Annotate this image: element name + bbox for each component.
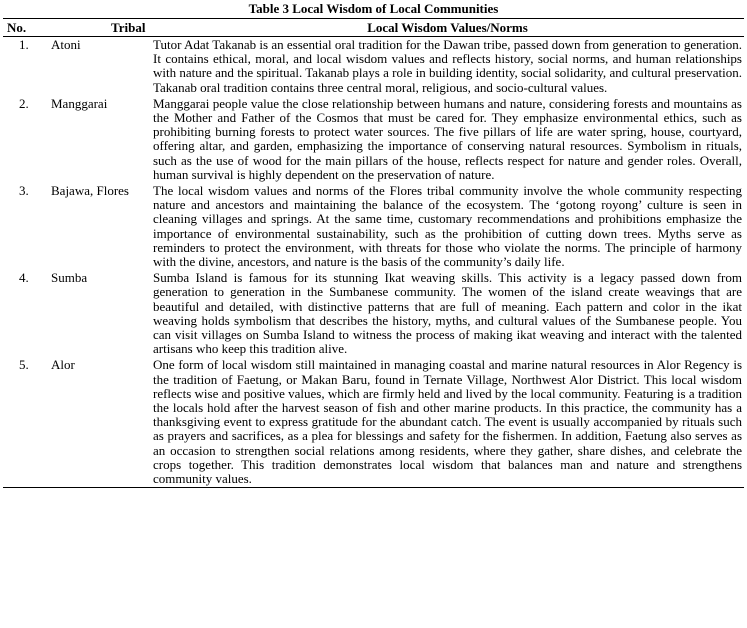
row-values: Manggarai people value the close relationship between humans and nature, considering forests and mountains as the Mother and Father of the Cosmos that must be cared for. They emphasize environmental ethics, such as prohibiting burning forests to protect water sources. The five pillars of life are water spring, house, courtyard, offering altar, and garden, emphasizing the importance of conserving natural resources. Symbolism in rituals, such as the use of wood for the main pillars of the house, reflects respect for nature and gender roles. Overall, human survival is highly dependent on the preservation of nature. [153,95,742,182]
row-number: 4. [19,270,29,286]
row-values: One form of local wisdom still maintained in managing coastal and marine natural resources in Alor Regency is the tradition of Faetung, or Makan Baru, found in Ternate Village, Northwest Alor District. This local wisdom reflects wise and positive values, which are firmly held and lived by the local community. Featuring is a tradition the locals hold after the harvest season of fish and other marine products. In this practice, the community has a thanksgiving event to express gratitude for the abundant catch. The event is usually accompanied by rituals such as prayers and sacrifices, as a plea for blessings and safety for the fishermen. In addition, Faetung also serves as an occasion to strengthen social relations among residents, where they gather, share dishes, and celebrate the crops together. This tradition demonstrates local wisdom that balances man and nature and strengthens community values. [153,357,742,487]
table-row [3,96,744,183]
row-tribal: Bajawa, Flores [51,183,129,199]
row-tribal: Manggarai [51,95,108,111]
row-values: The local wisdom values and norms of the Flores tribal community involve the whole community respecting nature and ancestors and maintaining the balance of the ecosystem. The ‘gotong royong’ culture is seen in cleaning villages and springs. At the same time, customary recommendations and prohibitions emphasize the importance of environmental sustainability, such as the prohibition of cutting down trees. Myths serve as reminders to protect the environment, with threats for those who violate the norms. The principle of harmony with the divine, ancestors, and nature is the basis of the community’s daily life. [153,183,742,270]
row-tribal: Sumba [51,270,88,286]
table-header-row [3,19,744,37]
table-caption: Table 3 Local Wisdom of Local Communities [248,1,499,16]
row-tribal: Atoni [51,37,81,52]
row-number: 2. [19,95,29,111]
table-row [3,183,744,270]
header-values: Local Wisdom Values/Norms [151,19,744,37]
local-wisdom-table [3,18,744,488]
row-values: Tutor Adat Takanab is an essential oral tradition for the Dawan tribe, passed down from generation to generation. It contains ethical, moral, and local wisdom values and reflects history, social norms, and human relationships with nature and the spiritual. Takanab plays a role in building identity, social solidarity, and cultural preservation. Takanab oral tradition contains three central moral, religious, and socio-cultural values. [153,37,742,95]
row-values: Sumba Island is famous for its stunning Ikat weaving skills. This activity is a legacy passed down from generation to generation in the Sumbanese community. The women of the island create weavings that are beautiful and detailed, with distinctive patterns that are full of meaning. Each pattern and color in the ikat weaving holds symbolism that describes the history, myths, and cultural values of the Sumbanese people. You can visit villages on Sumba Island to witness the process of making ikat weaving and interact with the talented artisans who keep this tradition alive. [153,270,742,357]
table-row [3,357,744,487]
row-number: 1. [19,37,29,52]
table-row [3,37,744,96]
table-row [3,270,744,357]
row-tribal: Alor [47,357,151,487]
header-tribal: Tribal [47,19,151,37]
header-no: No. [3,19,47,37]
row-number: 5. [3,357,47,487]
row-number: 3. [19,183,29,199]
